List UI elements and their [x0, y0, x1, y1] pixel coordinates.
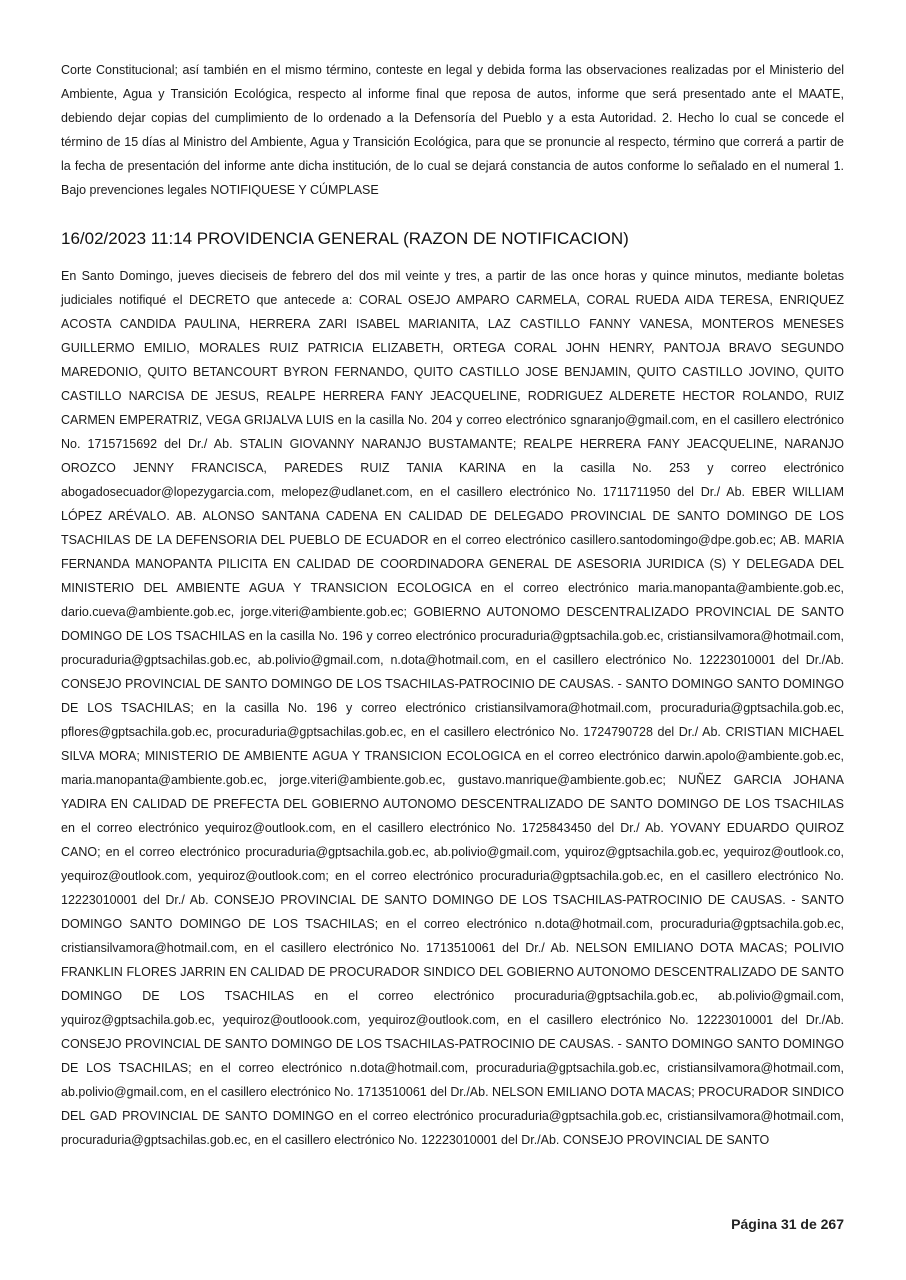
intro-paragraph: Corte Constitucional; así también en el mismo término, conteste en legal y debida forma las observaciones realizadas por el Ministerio del Ambiente, Agua y Transición Ecológica, respecto al informe final que reposa de autos, informe que será presentado ante el MAATE, debiendo dejar copias del cumplimiento de lo ordenado a la Defensoría del Pueblo y a esta Autoridad. 2. Hecho lo cual se concede el término de 15 días al Ministro del Ambiente, Agua y Transición Ecológica, para que se pronuncie al respecto, término que correrá a partir de la fecha de presentación del informe ante dicha institución, de lo cual se dejará constancia de autos conforme lo señalado en el numeral 1. Bajo prevenciones legales NOTIFIQUESE Y CÚMPLASE: [61, 63, 844, 197]
page-number: Página 31 de 267: [731, 1216, 844, 1232]
section-heading: 16/02/2023 11:14 PROVIDENCIA GENERAL (RAZON DE NOTIFICACION): [61, 229, 629, 248]
notification-paragraph: En Santo Domingo, jueves dieciseis de febrero del dos mil veinte y tres, a partir de las once horas y quince minutos, mediante boletas judiciales notifiqué el DECRETO que antecede a: CORAL OSEJO AMPARO CARMELA, CORAL RUEDA AIDA TERESA, ENRIQUEZ ACOSTA CANDIDA PAULINA, HERRERA ZARI ISABEL MARIANITA, LAZ CASTILLO FANNY VANESA, MONTEROS MENESES GUILLERMO EMILIO, MORALES RUIZ PATRICIA ELIZABETH, ORTEGA CORAL JOHN HENRY, PANTOJA BRAVO SEGUNDO MAREDONIO, QUITO BETANCOURT BYRON FERNANDO, QUITO CASTILLO JOSE BENJAMIN, QUITO CASTILLO JOVINO, QUITO CASTILLO NARCISA DE JESUS, REALPE HERRERA FANY JEACQUELINE, RODRIGUEZ ALDERETE HECTOR ROLANDO, RUIZ CARMEN EMPERATRIZ, VEGA GRIJALVA LUIS en la casilla No. 204 y correo electrónico sgnaranjo@gmail.com, en el casillero electrónico No. 1715715692 del Dr./ Ab. STALIN GIOVANNY NARANJO BUSTAMANTE; REALPE HERRERA FANY JEACQUELINE, NARANJO OROZCO JENNY FRANCISCA, PAREDES RUIZ TANIA KARINA en la casilla No. 253 y correo electrónico abogadosecuador@lopezygarcia.com, melopez@udlanet.com, en el casillero electrónico No. 1711711950 del Dr./ Ab. EBER WILLIAM LÓPEZ ARÉVALO. AB. ALONSO SANTANA CADENA EN CALIDAD DE DELEGADO PROVINCIAL DE SANTO DOMINGO DE LOS TSACHILAS DE LA DEFENSORIA DEL PUEBLO DE ECUADOR en el correo electrónico casillero.santodomingo@dpe.gob.ec; AB. MARIA FERNANDA MANOPANTA PILICITA EN CALIDAD DE COORDINADORA GENERAL DE ASESORIA JURIDICA (S) Y DELEGADA DEL MINISTERIO DEL AMBIENTE AGUA Y TRANSICION ECOLOGICA en el correo electrónico maria.manopanta@ambiente.gob.ec, dario.cueva@ambiente.gob.ec, jorge.viteri@ambiente.gob.ec; GOBIERNO AUTONOMO DESCENTRALIZADO PROVINCIAL DE SANTO DOMINGO DE LOS TSACHILAS en la casilla No. 196 y correo electrónico procuraduria@gptsachila.gob.ec, cristiansilvamora@hotmail.com, procuraduria@gptsachilas.gob.ec, ab.polivio@gmail.com, n.dota@hotmail.com, en el casillero electrónico No. 12223010001 del Dr./Ab. CONSEJO PROVINCIAL DE SANTO DOMINGO DE LOS TSACHILAS-PATROCINIO DE CAUSAS. - SANTO DOMINGO SANTO DOMINGO DE LOS TSACHILAS; en la casilla No. 196 y correo electrónico cristiansilvamora@hotmail.com, procuraduria@gptsachila.gob.ec, pflores@gptsachila.gob.ec, procuraduria@gptsachilas.gob.ec, en el casillero electrónico No. 1724790728 del Dr./ Ab. CRISTIAN MICHAEL SILVA MORA; MINISTERIO DE AMBIENTE AGUA Y TRANSICION ECOLOGICA en el correo electrónico darwin.apolo@ambiente.gob.ec, maria.manopanta@ambiente.gob.ec, jorge.viteri@ambiente.gob.ec, gustavo.manrique@ambiente.gob.ec; NUÑEZ GARCIA JOHANA YADIRA EN CALIDAD DE PREFECTA DEL GOBIERNO AUTONOMO DESCENTRALIZADO DE SANTO DOMINGO DE LOS TSACHILAS en el correo electrónico yequiroz@outlook.com, en el casillero electrónico No. 1725843450 del Dr./ Ab. YOVANY EDUARDO QUIROZ CANO; en el correo electrónico procuraduria@gptsachila.gob.ec, ab.polivio@gmail.com, yquiroz@gptsachila.gob.ec, yequiroz@outlook.co, yequiroz@outlook.com, yequiroz@outlook.com; en el correo electrónico procuraduria@gptsachila.gob.ec, en el casillero electrónico No. 12223010001 del Dr./ Ab. CONSEJO PROVINCIAL DE SANTO DOMINGO DE LOS TSACHILAS-PATROCINIO DE CAUSAS. - SANTO DOMINGO SANTO DOMINGO DE LOS TSACHILAS; en el correo electrónico n.dota@hotmail.com, procuraduria@gptsachila.gob.ec, cristiansilvamora@hotmail.com, en el casillero electrónico No. 1713510061 del Dr./ Ab. NELSON EMILIANO DOTA MACAS; POLIVIO FRANKLIN FLORES JARRIN EN CALIDAD DE PROCURADOR SINDICO DEL GOBIERNO AUTONOMO DESCENTRALIZADO DE SANTO DOMINGO DE LOS TSACHILAS en el correo electrónico procuraduria@gptsachila.gob.ec, ab.polivio@gmail.com, yquiroz@gptsachila.gob.ec, yequiroz@outloook.com, yequiroz@outlook.com, en el casillero electrónico No. 12223010001 del Dr./Ab. CONSEJO PROVINCIAL DE SANTO DOMINGO DE LOS TSACHILAS-PATROCINIO DE CAUSAS. - SANTO DOMINGO SANTO DOMINGO DE LOS TSACHILAS; en el correo electrónico n.dota@hotmail.com, procuraduria@gptsachila.gob.ec, cristiansilvamora@hotmail.com, ab.polivio@gmail.com, en el casillero electrónico No. 1713510061 del Dr./Ab. NELSON EMILIANO DOTA MACAS; PROCURADOR SINDICO DEL GAD PROVINCIAL DE SANTO DOMINGO en el correo electrónico procuraduria@gptsachila.gob.ec, cristiansilvamora@hotmail.com, procuraduria@gptsachilas.gob.ec, en el casillero electrónico No. 12223010001 del Dr./Ab. CONSEJO PROVINCIAL DE SANTO: [61, 269, 844, 1147]
document-page: [61, 58, 844, 1152]
